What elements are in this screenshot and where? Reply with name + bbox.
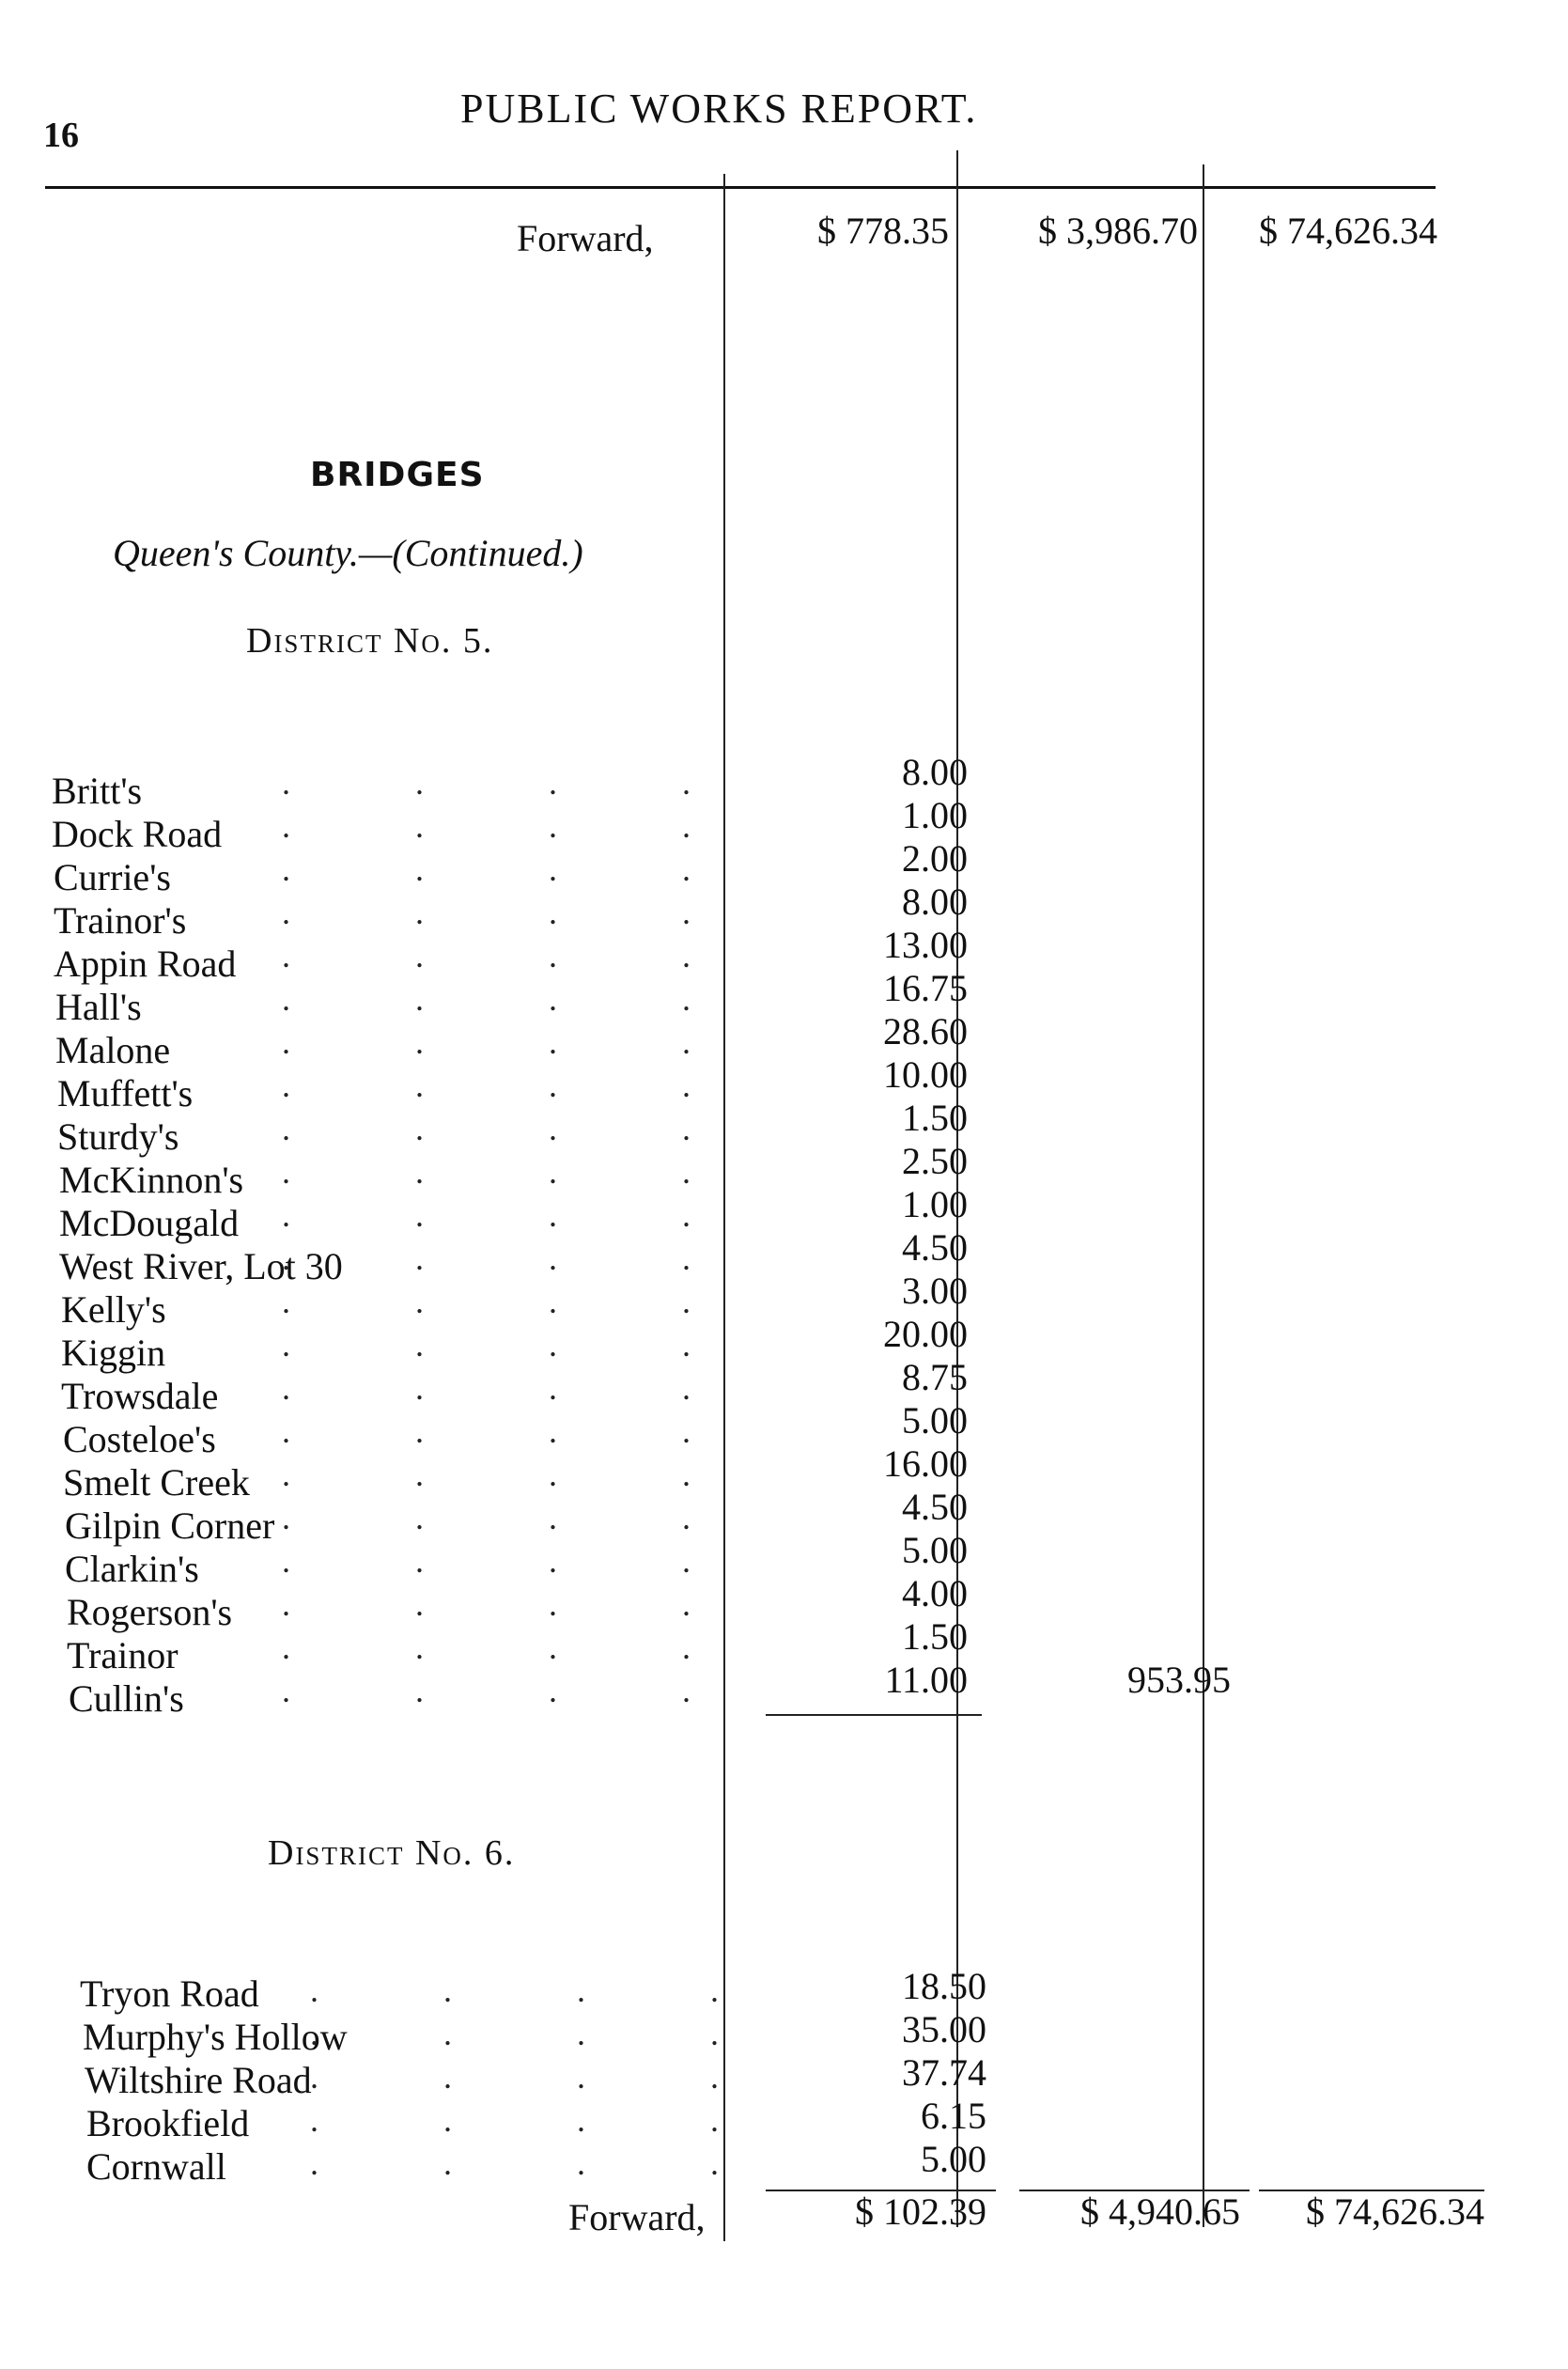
forward-bottom-col1: $ 102.39 — [855, 2190, 986, 2233]
list-item-amount: 6.15 — [921, 2095, 986, 2137]
header-rule — [45, 186, 1436, 189]
forward-bottom-label: Forward, — [568, 2196, 706, 2238]
list-item-name: Kelly's — [61, 1288, 166, 1331]
list-item-amount: 5.00 — [902, 1399, 968, 1442]
list-item-amount: 10.00 — [883, 1053, 968, 1096]
list-item-name: Smelt Creek — [63, 1461, 250, 1504]
list-item-amount: 5.00 — [902, 1529, 968, 1571]
district-5-heading: District No. 5. — [246, 621, 494, 661]
list-item-name: Cornwall — [86, 2145, 226, 2188]
list-item-amount: 18.50 — [902, 1965, 986, 2007]
list-item-amount: 35.00 — [902, 2008, 986, 2050]
leader-dots: . . . . . . . . . . . . . . . . . . . . — [310, 1972, 777, 2182]
page-title: PUBLIC WORKS REPORT. — [460, 86, 978, 132]
list-item-name: Costeloe's — [63, 1418, 216, 1460]
list-item-amount: 20.00 — [883, 1313, 968, 1355]
list-item-amount: 4.50 — [902, 1486, 968, 1528]
list-item-name: Wiltshire Road — [85, 2059, 312, 2101]
list-item-name: Murphy's Hollow — [83, 2016, 348, 2058]
list-item-amount: 8.00 — [902, 751, 968, 793]
list-item-amount: 1.50 — [902, 1615, 968, 1658]
list-item-name: Trainor's — [54, 899, 187, 942]
list-item-amount: 8.75 — [902, 1356, 968, 1398]
list-item-name: Brookfield — [86, 2102, 250, 2144]
forward-top-col2: $ 3,986.70 — [1038, 210, 1198, 252]
forward-top-col3: $ 74,626.34 — [1259, 210, 1437, 252]
district-6-heading: District No. 6. — [268, 1833, 516, 1873]
list-item-name: Malone — [55, 1029, 171, 1071]
list-item-name: Gilpin Corner — [65, 1504, 275, 1547]
list-item-amount: 4.00 — [902, 1572, 968, 1614]
list-item-name: Hall's — [55, 986, 142, 1028]
list-item-name: Appin Road — [54, 943, 237, 985]
forward-top-label: Forward, — [517, 217, 654, 259]
county-heading: Queen's County.—(Continued.) — [113, 532, 583, 574]
list-item-amount: 37.74 — [902, 2051, 986, 2094]
list-item-amount: 13.00 — [883, 924, 968, 966]
list-item-name: Britt's — [52, 770, 143, 812]
list-item-amount: 3.00 — [902, 1270, 968, 1312]
list-item-name: Currie's — [54, 856, 171, 898]
list-item-name: Rogerson's — [67, 1591, 233, 1633]
district-5-subtotal-rule — [766, 1714, 982, 1716]
leader-dots: . . . . . . . . . . . . . . . . . . . . . . . . . . . . . . . . . . . . . . . . . . . . . . . . . . . . . . . . . . . . . . . . . . . . . . . . . . . . . . . . . . . . . . . . — [282, 764, 749, 1709]
list-item-name: Sturdy's — [57, 1115, 179, 1158]
page-number: 16 — [43, 116, 79, 155]
list-item-name: West River, Lot 30 — [59, 1245, 343, 1287]
list-item-amount: 16.75 — [883, 967, 968, 1009]
list-item-amount: 4.50 — [902, 1226, 968, 1269]
list-item-amount: 1.00 — [902, 794, 968, 836]
list-item-name: Cullin's — [69, 1677, 184, 1720]
forward-bottom-col3: $ 74,626.34 — [1306, 2190, 1484, 2233]
list-item-amount: 1.00 — [902, 1183, 968, 1225]
list-item-name: McDougald — [59, 1202, 240, 1244]
list-item-amount: 11.00 — [884, 1659, 968, 1701]
list-item-amount: 5.00 — [921, 2138, 986, 2180]
list-item-amount: 16.00 — [883, 1442, 968, 1485]
list-item-name: Muffett's — [57, 1072, 194, 1114]
list-item-name: Trainor — [67, 1634, 179, 1676]
list-item-amount: 2.50 — [902, 1140, 968, 1182]
column-rule-3 — [1203, 164, 1204, 2227]
list-item-amount: 1.50 — [902, 1097, 968, 1139]
list-item-name: Tryon Road — [80, 1972, 259, 2015]
district-5-total: 953.95 — [1127, 1659, 1231, 1701]
list-item-name: Clarkin's — [65, 1548, 199, 1590]
list-item-name: Kiggin — [61, 1332, 166, 1374]
list-item-amount: 28.60 — [883, 1010, 968, 1052]
list-item-amount: 2.00 — [902, 837, 968, 880]
list-item-name: Dock Road — [52, 813, 223, 855]
section-title: BRIDGES — [310, 456, 485, 494]
list-item-name: Trowsdale — [61, 1375, 219, 1417]
list-item-amount: 8.00 — [902, 881, 968, 923]
list-item-name: McKinnon's — [59, 1159, 244, 1201]
forward-top-col1: $ 778.35 — [817, 210, 949, 252]
forward-bottom-col2: $ 4,940.65 — [1080, 2190, 1240, 2233]
